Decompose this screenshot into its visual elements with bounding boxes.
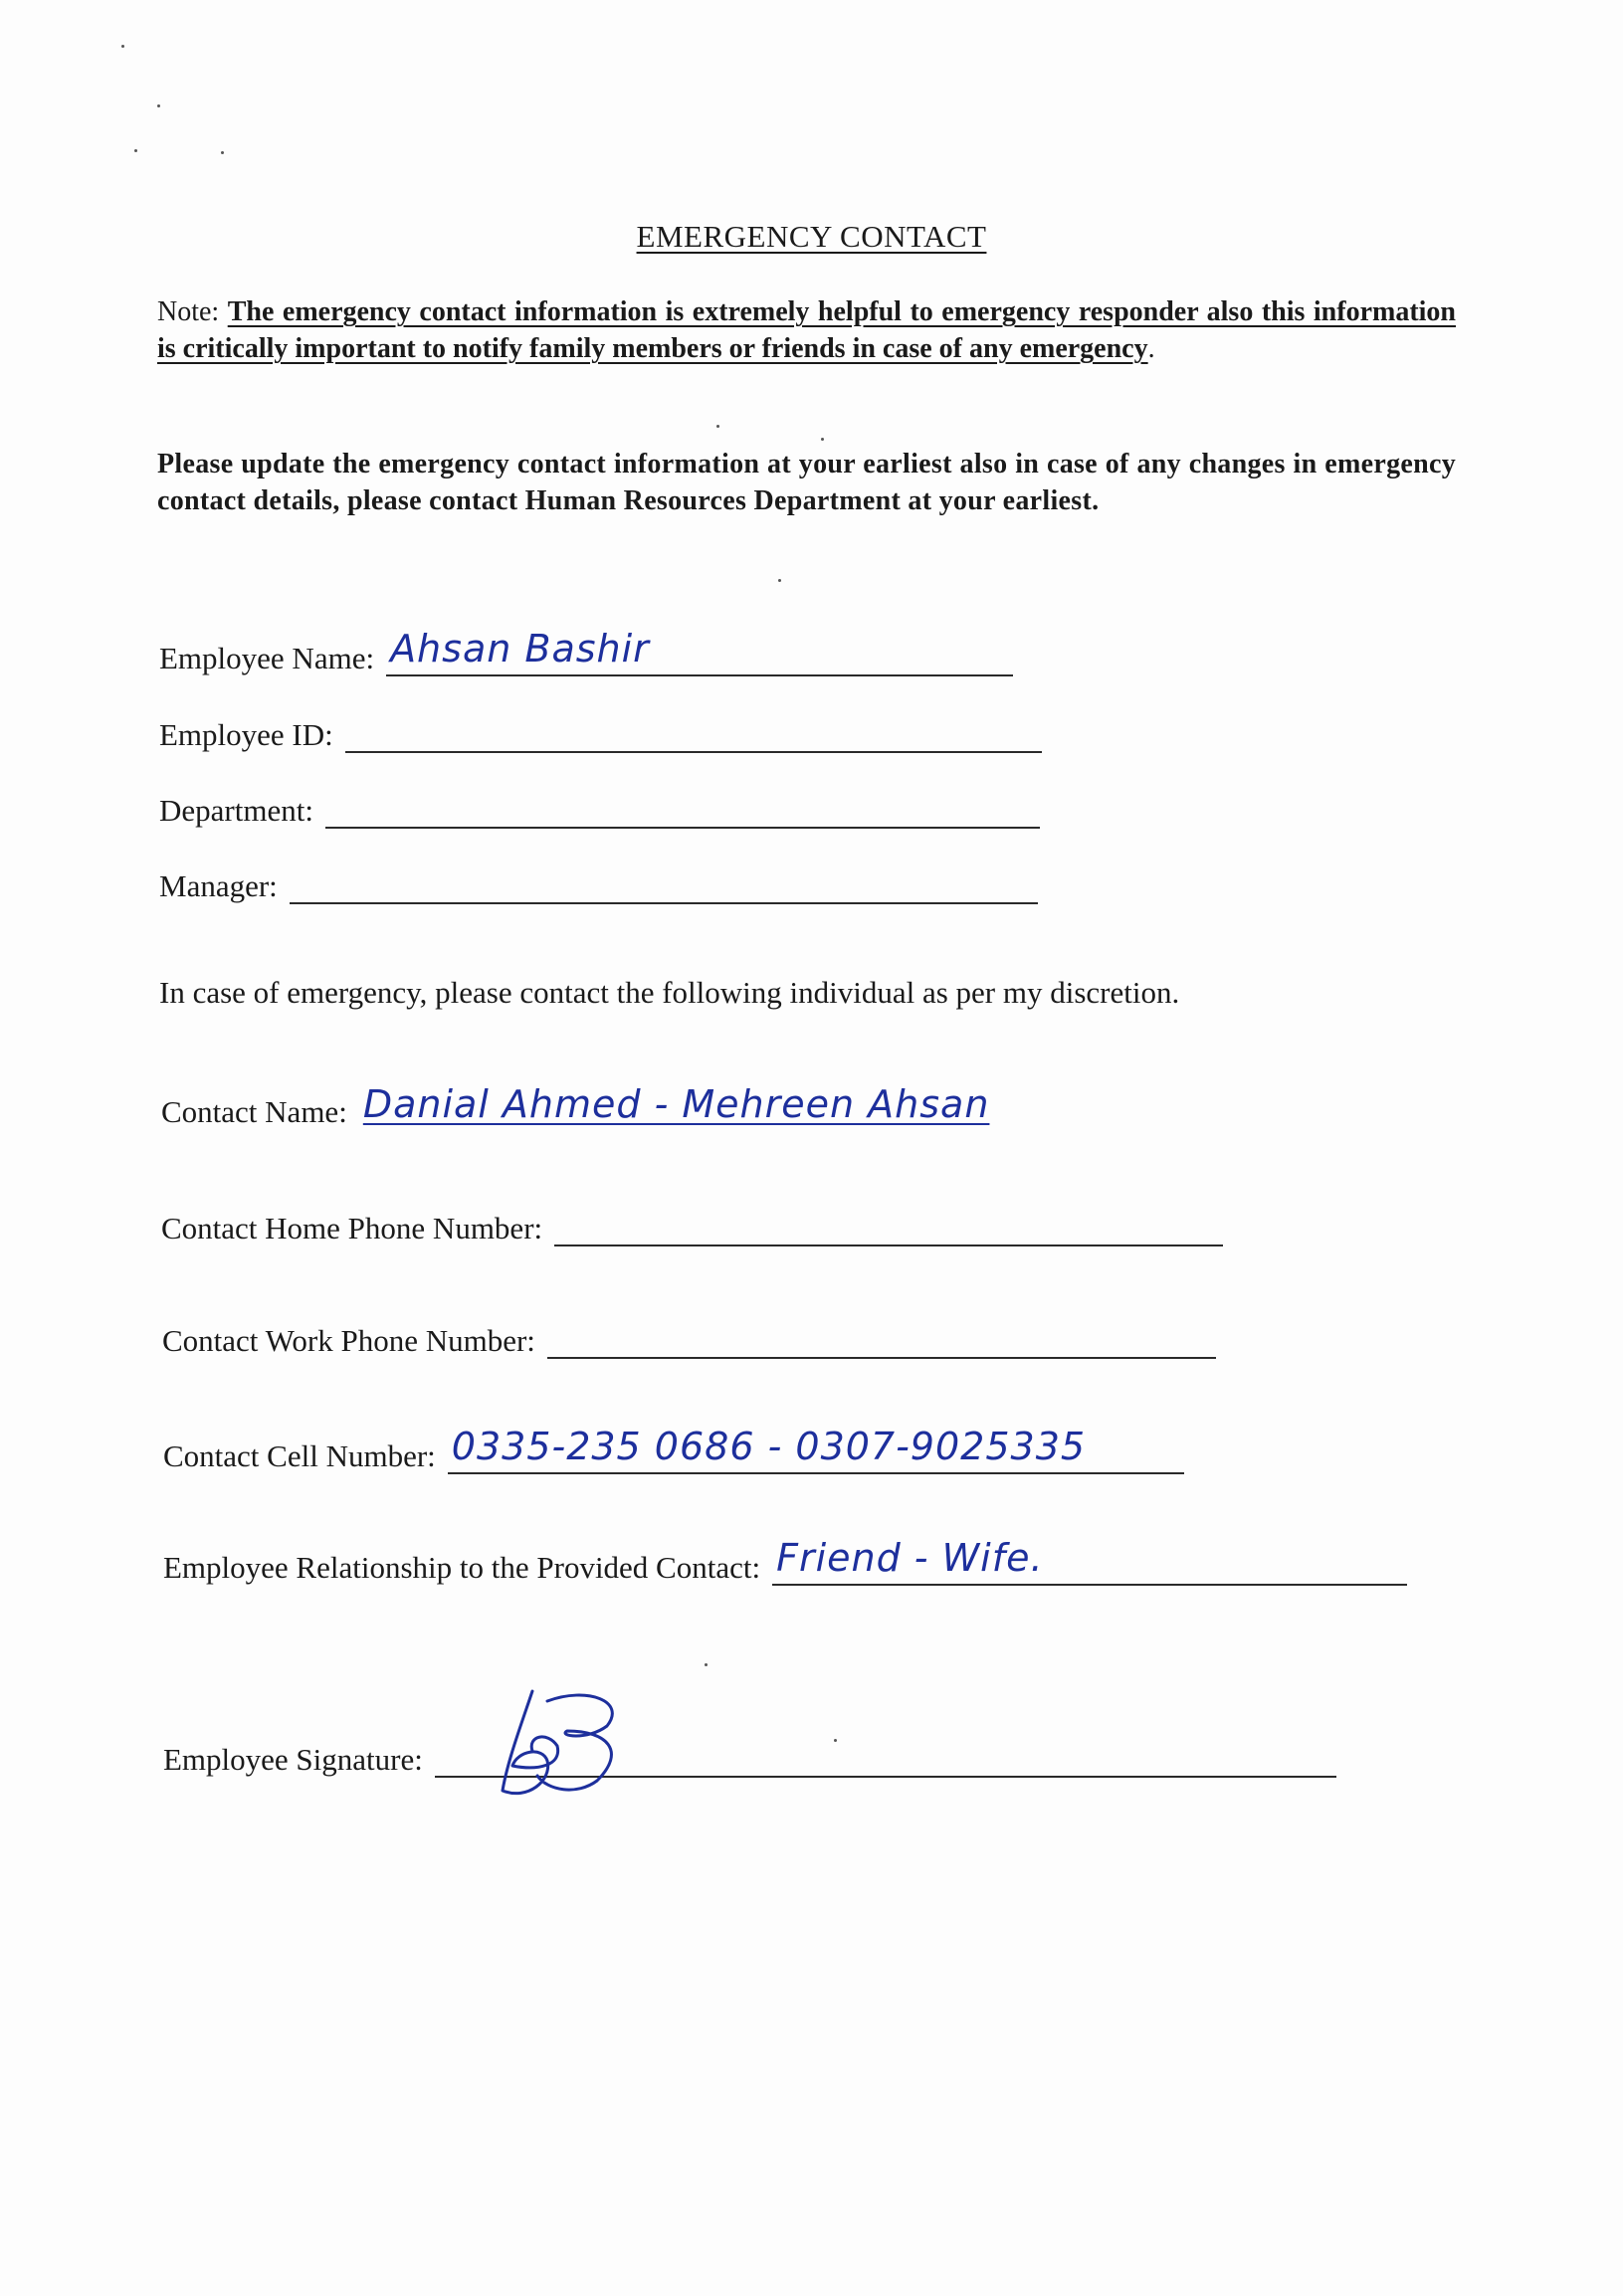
scan-speck <box>157 104 160 107</box>
signature-row <box>163 1738 1336 1778</box>
update-paragraph: Please update the emergency contact information at your earliest also in case of any changes in emergency contact details, please contact Human Resources Department at your earliest. <box>157 449 1456 516</box>
employee-id-label: Employee ID: <box>159 717 333 752</box>
contact-name-label: Contact Name: <box>161 1094 347 1129</box>
note-paragraph <box>157 293 1456 367</box>
employee-id-row <box>159 713 1042 753</box>
cell-number-row <box>163 1425 1184 1474</box>
manager-label: Manager: <box>159 868 278 903</box>
manager-row <box>159 864 1038 904</box>
employee-name-value: Ahsan Bashir <box>390 627 650 670</box>
cell-number-label: Contact Cell Number: <box>163 1438 436 1473</box>
cell-number-field[interactable] <box>448 1425 1184 1474</box>
contact-name-row <box>161 1082 1046 1130</box>
handwritten-signature <box>488 1681 647 1811</box>
contact-name-field[interactable] <box>359 1082 1046 1130</box>
work-phone-row <box>162 1319 1216 1359</box>
manager-field[interactable] <box>290 866 1038 904</box>
work-phone-field[interactable] <box>547 1321 1216 1359</box>
scan-speck <box>716 425 719 428</box>
employee-name-label: Employee Name: <box>159 641 375 675</box>
employee-name-row <box>159 627 1013 676</box>
relationship-field[interactable] <box>772 1536 1407 1586</box>
signature-label: Employee Signature: <box>163 1742 423 1777</box>
relationship-value: Friend - Wife. <box>776 1536 1044 1580</box>
relationship-row <box>163 1536 1407 1586</box>
note-end: . <box>1147 333 1155 364</box>
scan-speck <box>134 149 137 152</box>
employee-name-field[interactable] <box>386 627 1013 676</box>
work-phone-label: Contact Work Phone Number: <box>162 1323 535 1358</box>
instruction-text: In case of emergency, please contact the following individual as per my discretion. <box>159 975 1180 1010</box>
scan-speck <box>778 579 781 582</box>
relationship-label: Employee Relationship to the Provided Contact: <box>163 1550 761 1585</box>
form-title-text: EMERGENCY CONTACT <box>636 219 987 254</box>
department-field[interactable] <box>325 791 1040 829</box>
department-label: Department: <box>159 793 313 828</box>
home-phone-label: Contact Home Phone Number: <box>161 1211 543 1245</box>
scan-speck <box>121 45 124 48</box>
scan-speck <box>821 438 824 441</box>
scan-speck <box>705 1663 708 1666</box>
home-phone-field[interactable] <box>554 1209 1223 1246</box>
scan-speck <box>221 151 224 154</box>
employee-id-field[interactable] <box>345 715 1042 753</box>
note-lead: Note: <box>157 296 228 327</box>
department-row <box>159 789 1040 829</box>
cell-number-value: 0335-235 0686 - 0307-9025335 <box>451 1425 1087 1468</box>
home-phone-row <box>161 1207 1223 1246</box>
form-title <box>0 219 1623 255</box>
contact-name-value: Danial Ahmed - Mehreen Ahsan <box>362 1082 990 1126</box>
note-text: The emergency contact information is extremely helpful to emergency responder also this information is critically important to notify family members or friends in case of any emergency <box>157 296 1456 364</box>
